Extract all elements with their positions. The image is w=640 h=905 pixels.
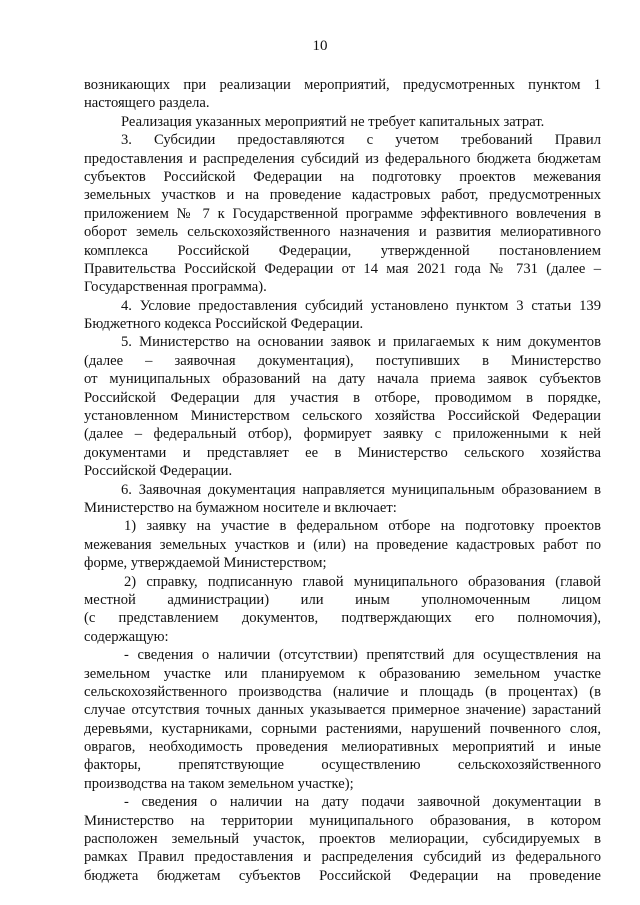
document-body bbox=[84, 76, 601, 885]
text-line: производства на таком земельном участке); bbox=[84, 775, 354, 792]
text-line: 2) справку, подписанную главой муниципального образования (главой bbox=[124, 573, 601, 590]
text-line: земельных участков и на проведение кадастровых работ, предусмотренных bbox=[84, 187, 601, 204]
text-line: 5. Министерство на основании заявок и прилагаемых к ним документов bbox=[121, 334, 601, 351]
text-line: от муниципальных образований на дату начала приема заявок субъектов bbox=[84, 371, 601, 388]
text-line: (далее – заявочная документация), поступивших в Министерство bbox=[84, 352, 601, 369]
text-line: установленном Министерством сельского хозяйства Российской Федерации bbox=[84, 408, 601, 425]
text-line: межевания земельных участков и (или) на проведение кадастровых работ по bbox=[84, 536, 601, 553]
text-line: 4. Условие предоставления субсидий установлено пунктом 3 статьи 139 bbox=[121, 297, 601, 314]
text-line: Государственная программа). bbox=[84, 279, 267, 296]
text-line: предоставления и распределения субсидий из федерального бюджета бюджетам bbox=[84, 150, 601, 167]
text-line: 1) заявку на участие в федеральном отборе на подготовку проектов bbox=[124, 518, 601, 535]
text-line: Министерство на бумажном носителе и включает: bbox=[84, 499, 397, 516]
text-line: - сведения о наличии на дату подачи заявочной документации в bbox=[124, 794, 601, 811]
text-line: субъектов Российской Федерации на подготовку проектов межевания bbox=[84, 168, 601, 185]
text-line: Бюджетного кодекса Российской Федерации. bbox=[84, 316, 364, 333]
text-line: деревьями, кустарниками, сорными растениями, нарушений почвенного слоя, bbox=[84, 720, 601, 737]
text-line: оврагов, необходимость проведения мелиоративных мероприятий и иные bbox=[84, 739, 601, 756]
text-line: документами и представляет ее в Министерство сельского хозяйства bbox=[84, 444, 601, 461]
text-line: содержащую: bbox=[84, 628, 169, 645]
text-line: форме, утверждаемой Министерством; bbox=[84, 555, 327, 572]
text-line: комплекса Российской Федерации, утвержденной постановлением bbox=[84, 242, 601, 259]
text-line: факторы, препятствующие осуществлению сельскохозяйственного bbox=[84, 757, 601, 774]
text-line: расположен земельный участок, проектов мелиорации, субсидируемых в bbox=[84, 831, 601, 848]
text-line: случае отсутствия точных данных указывается примерное значение) зарастаний bbox=[84, 702, 601, 719]
text-line: местной администрации) или иным уполномоченным лицом bbox=[84, 591, 601, 608]
text-line: 3. Субсидии предоставляются с учетом требований Правил bbox=[121, 132, 601, 149]
text-line: - сведения о наличии (отсутствии) препятствий для осуществления на bbox=[124, 647, 601, 664]
text-line: настоящего раздела. bbox=[84, 95, 210, 112]
text-line: бюджета бюджетам субъектов Российской Федерации на проведение bbox=[84, 867, 601, 884]
text-line: оборот земель сельскохозяйственного назначения и развития мелиоративного bbox=[84, 224, 601, 241]
text-line: (с представлением документов, подтверждающих его полномочия), bbox=[84, 610, 601, 627]
text-line: (далее – федеральный отбор), формирует заявку с приложенными к ней bbox=[84, 426, 601, 443]
text-line: приложением № 7 к Государственной программе эффективного вовлечения в bbox=[84, 205, 601, 222]
text-line: земельном участке или планируемом к образованию земельном участке bbox=[84, 665, 601, 682]
text-line: сельскохозяйственного производства (наличие и площадь (в процентах) (в bbox=[84, 683, 601, 700]
text-line: 6. Заявочная документация направляется муниципальным образованием в bbox=[121, 481, 601, 498]
text-line: Министерство на территории муниципального образования, в котором bbox=[84, 812, 601, 829]
text-line: Реализация указанных мероприятий не требует капитальных затрат. bbox=[121, 113, 545, 130]
text-line: Российской Федерации для участия в отборе, проводимом в порядке, bbox=[84, 389, 601, 406]
text-line: Российской Федерации. bbox=[84, 463, 233, 480]
text-line: рамках Правил предоставления и распределения субсидий из федерального bbox=[84, 849, 601, 866]
text-line: возникающих при реализации мероприятий, предусмотренных пунктом 1 bbox=[84, 77, 601, 93]
page-number: 10 bbox=[312, 38, 328, 54]
text-line: Правительства Российской Федерации от 14 мая 2021 года № 731 (далее – bbox=[84, 260, 601, 277]
